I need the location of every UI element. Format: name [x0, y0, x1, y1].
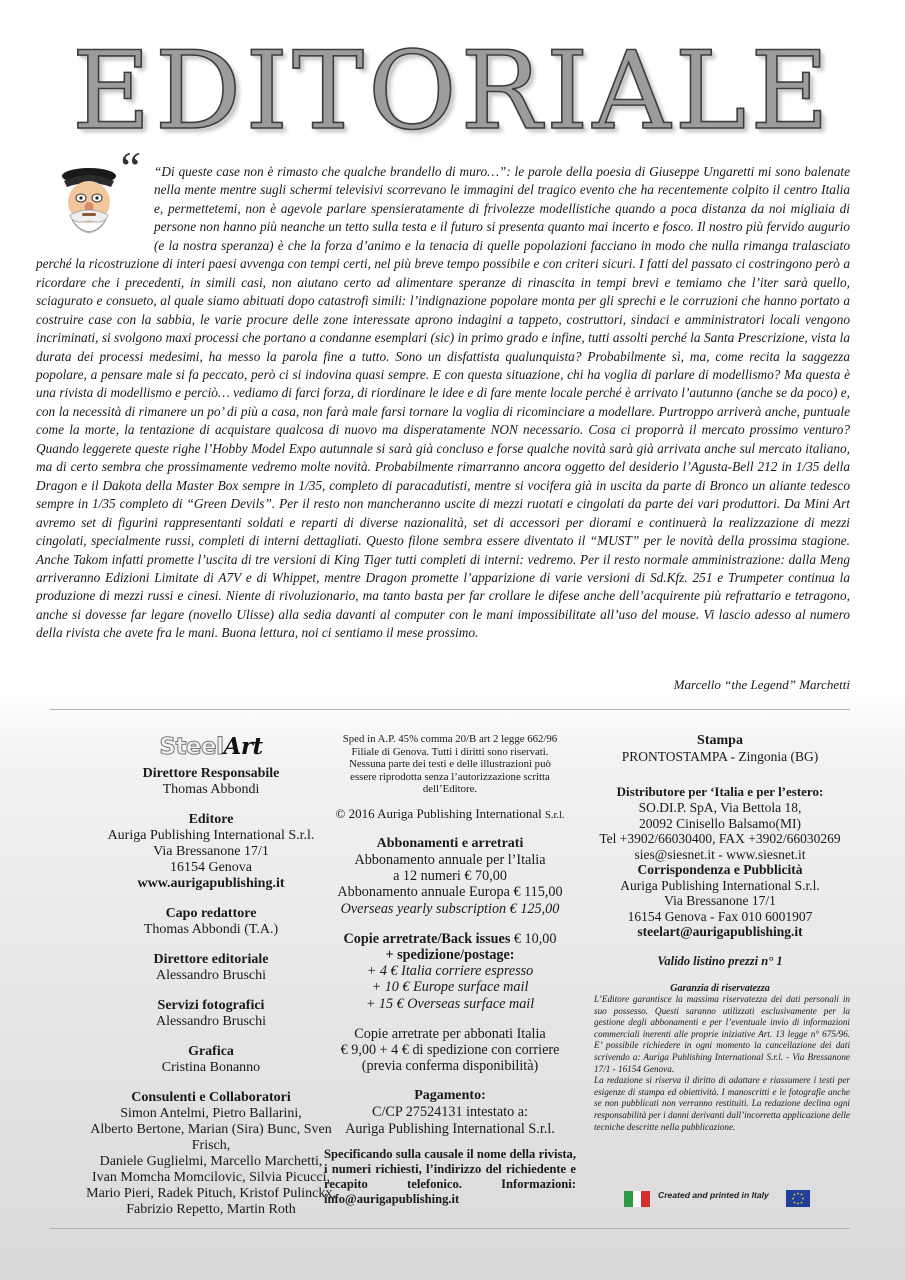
masthead-middle-column — [324, 733, 576, 1208]
illustration-spacer — [36, 163, 154, 255]
correspondence-line: Auriga Publishing International S.r.l. — [620, 878, 820, 894]
masthead-left-column — [86, 733, 336, 1232]
editorial-director-label: Direttore editoriale — [153, 952, 269, 967]
subscriptions-label: Abbonamenti e arretrati — [376, 835, 524, 851]
back-issues-price: € 10,00 — [513, 930, 557, 947]
steelart-logo — [86, 733, 336, 761]
subscription-europe: Abbonamento annuale Europa € 115,00 — [337, 884, 563, 901]
legal-line: Nessuna parte dei testi e delle illustrazioni può — [349, 758, 551, 771]
photo-services-name: Alessandro Bruschi — [155, 1014, 267, 1029]
subscriber-copies-line: (previa conferma disponibilità) — [361, 1058, 539, 1075]
legal-line: Filiale di Genova. Tutti i diritti sono riservati. — [351, 745, 549, 758]
publisher-label: Editore — [188, 812, 234, 827]
graphics-label: Grafica — [188, 1044, 234, 1059]
chief-editor-label: Capo redattore — [165, 906, 257, 921]
shipping-europe: + 10 € Europe surface mail — [371, 979, 529, 996]
back-issues-label: Copie arretrate/Back issues — [343, 930, 511, 947]
logo-steel-text: Steel — [159, 734, 224, 760]
chief-editor-name: Thomas Abbondi (T.A.) — [143, 922, 279, 937]
payment-account: C/CP 27524131 intestato a: — [372, 1104, 528, 1121]
director-label: Direttore Responsabile — [142, 766, 280, 781]
consultants-line: Alberto Bertone, Marian (Sira) Bunc, Sven Frisch, — [90, 1122, 332, 1153]
shipping-overseas: + 15 € Overseas surface mail — [365, 995, 535, 1012]
top-divider — [50, 709, 850, 710]
subscription-italy: Abbonamento annuale per l’Italia — [354, 851, 546, 868]
correspondence-email: steelart@aurigapublishing.it — [637, 924, 803, 940]
publisher-city: 16154 Genova — [169, 860, 253, 875]
legal-line: Sped in A.P. 45% comma 20/B art 2 legge 662/96 — [342, 733, 558, 745]
print-label: Stampa — [697, 733, 743, 748]
consultants-line: Mario Pieri, Radek Pituch, Kristof Pulinckx, — [86, 1186, 336, 1201]
subscriber-copies-line: € 9,00 + 4 € di spedizione con corriere — [340, 1042, 560, 1058]
photo-services-label: Servizi fotografici — [157, 998, 265, 1013]
payment-holder: Auriga Publishing International S.r.l. — [345, 1120, 555, 1137]
correspondence-line: Via Bressanone 17/1 — [664, 893, 776, 909]
distributor-line: sies@siesnet.it - www.siesnet.it — [634, 846, 806, 862]
director-name: Thomas Abbondi — [162, 782, 260, 797]
graphics-name: Cristina Bonanno — [161, 1060, 261, 1075]
editorial-notice: La redazione si riserva il diritto di adattare e riassumere i testi per esigenze di stampa ed obiettività. I manoscritti e le fotografie anche se non pubblicati non verranno restituiti. La redazione declina ogni responsabilità per i danni derivanti dall’incorretta applicazione delle tecniche descritte nella pubblicazione. — [594, 1075, 850, 1132]
distributor-label: Distributore per ‘Italia e per l’estero: — [616, 784, 824, 800]
distributor-line: SO.DI.P. SpA, Via Bettola 18, — [638, 800, 802, 816]
copyright: © 2016 Auriga Publishing International — [335, 805, 542, 821]
subscription-italy-price: a 12 numeri € 70,00 — [393, 868, 507, 885]
privacy-text: L’Editore garantisce la massima riservatezza dei dati personali in suo possesso. Questi saranno utilizzati esclusivamente per la gestione degli abbonamenti e per l’eventuale invio di informazioni commerciali inerenti alle proprie iniziative Art. 13 legge n° 675/96. E’ possibile richiedere in ogni momento la cancellazione dei dati scrivendo a: Auriga Publishing International S.r.l. - Via Bressanone 17/1 - 16154 Genova. — [594, 994, 850, 1074]
consultants-line: Ivan Momcha Momcilovic, Silvia Picucci, — [92, 1170, 330, 1185]
print-name: PRONTOSTAMPA - Zingonia (BG) — [621, 749, 819, 764]
editorial-body — [36, 163, 850, 643]
quote-mark: “ — [116, 142, 142, 193]
shipping-italy: + 4 € Italia corriere espresso — [366, 963, 534, 980]
masthead-right-column — [588, 733, 852, 1133]
editorial-text: “Di queste case non è rimasto che qualche brandello di muro…”: le parole della poesia di Giuseppe Ungaretti mi sono balenate nella mente mentre sugli schermi televisivi scorrevano le immagini del tragico evento che ha recentemente colpito il centro Italia e, permettetemi, non è agevole parlare spensieratamente di frivolezze modellistiche quando a poca distanza da noi migliaia di persone non hanno più neanche un tetto sulla testa e il futuro si presenta quanto mai incerto e fosco. Il nostro più fervido augurio (e la nostra speranza) è che la forza d’animo e la tenacia di quelle popolazioni facciano in modo che nulla rimanga tralasciato perché la ricostruzione di interi paesi avvenga con tempi certi, nel più breve tempo possibile e con criteri sicuri. I fatti del passato ci costringono però a ricordare che i precedenti, in simili casi, non aiutano certo ad alimentare speranze di rinascita in tempi brevi e temiamo che l’iter sarà quello, sciagurato e consueto, al quale siamo abituati dopo catastrofi simili: l’indignazione popolare monta per gli sprechi e le corruzioni che hanno portato a costruire case con la sabbia, le varie procure delle zone interessate aprono indagini a tappeto, costruttori, sindaci e amministratori locali vengono incriminati, si svolgono maxi processi che portano a condanne esemplari (sic) in primo grado e infine, tutti assolti perché la Santa Prescrizione, vista la durata dei processi medesimi, ha messo la parola fine a tutto. Sono un disfattista qualunquista? Probabilmente sì, ma, come recita la saggezza popolare, a pensare male si fa peccato, però ci si indovina quasi sempre. E con questa situazione, chi ha voglia di parlare di modellismo? Ma questa è una rivista di modellismo e perciò… vediamo di farci forza, di riordinare le idee e di fare mente locale perché è arrivato l’autunno (anche se da poco) e, con la necessità di rimanere un po’ di più a casa, non farà male farsi tornare la voglia di ricominciare a modellare. Purtroppo arriverà anche, puntuale come la morte, la tentazione di acquistare qualcosa di nuovo ma disperatamente NON necessario. Cosa ci proporrà il mercato prossimo venturo? Quando leggerete queste righe l’Hobby Model Expo autunnale si sarà già concluso e forse qualche novità sarà già arrivata anche sul mercato italiano, ma di certo sembra che prossimamente vedremo molte novità. Probabilmente rimarranno ancora oggetto del desiderio l’Agusta-Bell 212 in 1/35 della Dragon e il Dakota della Master Box sempre in 1/35, completo di paracadutisti, mentre si vocifera già in uscita da parte di Bronco un aliante tedesco sempre in 1/35 completo di “Green Devils”. Per il resto non mancheranno uscite di mezzi ruotati e cingolati da parte dei vari produttori. Da Mini Art avremo set di figurini rappresentanti soldati e reparti di diverse nazionalità, set di accessori per diorami e continuerà la realizzazione di mezzi cingolati, specialmente russi, completi di interni dettagliati. Questo filone sembra essere diventato il “MUST” per le novità della prossima stagione. Anche Takom infatti promette l’uscita di tre versioni di King Tiger tutti completi di interni: vedremo. Per il resto normale amministrazione: dalla Meng arriveranno Edizioni Limitate di A7V e di Whippet, mentre Dragon promette l’apparizione di varie versioni di Sd.Kfz. 251 e Trumpeter continua la produzione di mezzi russi e cinesi. Niente di rivoluzionario, ma tanto basta per far crollare le difese anche dell’acquirente più refrattario e tetragono, anche si dovesse far legare (novello Ulisse) alla sedia davanti al computer con le mani impossibilitate all’uso del mouse. Vi lascio adesso al numero della rivista che avete fra le mani. Buona lettura, noi ci sentiamo il mese prossimo. — [36, 164, 850, 641]
editorial-director-name: Alessandro Bruschi — [155, 968, 267, 983]
legal-line: essere riprodotta senza l’autorizzazione scritta — [350, 770, 550, 783]
page-title: EDITORIALE — [71, 29, 834, 154]
publisher-name: Auriga Publishing International S.r.l. — [107, 828, 315, 843]
eu-flag-icon — [786, 1190, 810, 1207]
copyright-suffix: S.r.l. — [545, 809, 565, 821]
consultants-line: Fabrizio Repetto, Martin Roth — [126, 1202, 296, 1217]
correspondence-line: 16154 Genova - Fax 010 6001907 — [627, 908, 813, 924]
consultants-line: Simon Antelmi, Pietro Ballarini, — [120, 1106, 302, 1121]
publisher-street: Via Bressanone 17/1 — [153, 844, 269, 859]
legal-line: dell’Editore. — [422, 783, 478, 796]
printed-in-italy-banner — [620, 1188, 820, 1208]
italy-flag-icon — [624, 1191, 650, 1207]
price-list: Valido listino prezzi n° 1 — [657, 953, 783, 968]
author-signature: Marcello “the Legend” Marchetti — [673, 677, 850, 692]
consultants-line: Daniele Guglielmi, Marcello Marchetti, — [99, 1154, 323, 1169]
publisher-website: www.aurigapublishing.it — [137, 876, 285, 891]
subscriber-copies-line: Copie arretrate per abbonati Italia — [354, 1025, 546, 1042]
logo-art-text: Art — [223, 733, 263, 760]
payment-label: Pagamento: — [414, 1088, 486, 1104]
shipping-label: + spedizione/postage: — [385, 946, 515, 963]
privacy-title: Garanzia di riservatezza — [670, 983, 770, 995]
consultants-label: Consulenti e Collaboratori — [131, 1090, 291, 1105]
subscription-overseas: Overseas yearly subscription € 125,00 — [340, 900, 560, 917]
distributor-line: Tel +3902/66030400, FAX +3902/66030269 — [599, 831, 841, 847]
distributor-line: 20092 Cinisello Balsamo(MI) — [639, 815, 801, 831]
printed-in-italy-text: Created and printed in Italy — [658, 1190, 769, 1200]
payment-note: Specificando sulla causale il nome della rivista, i numeri richiesti, l’indirizzo del richiedente e recapito telefonico. Informazioni: info@aurigapublishing.it — [324, 1146, 576, 1207]
bottom-divider — [50, 1228, 850, 1229]
correspondence-label: Corrispondenza e Pubblicità — [637, 862, 803, 878]
